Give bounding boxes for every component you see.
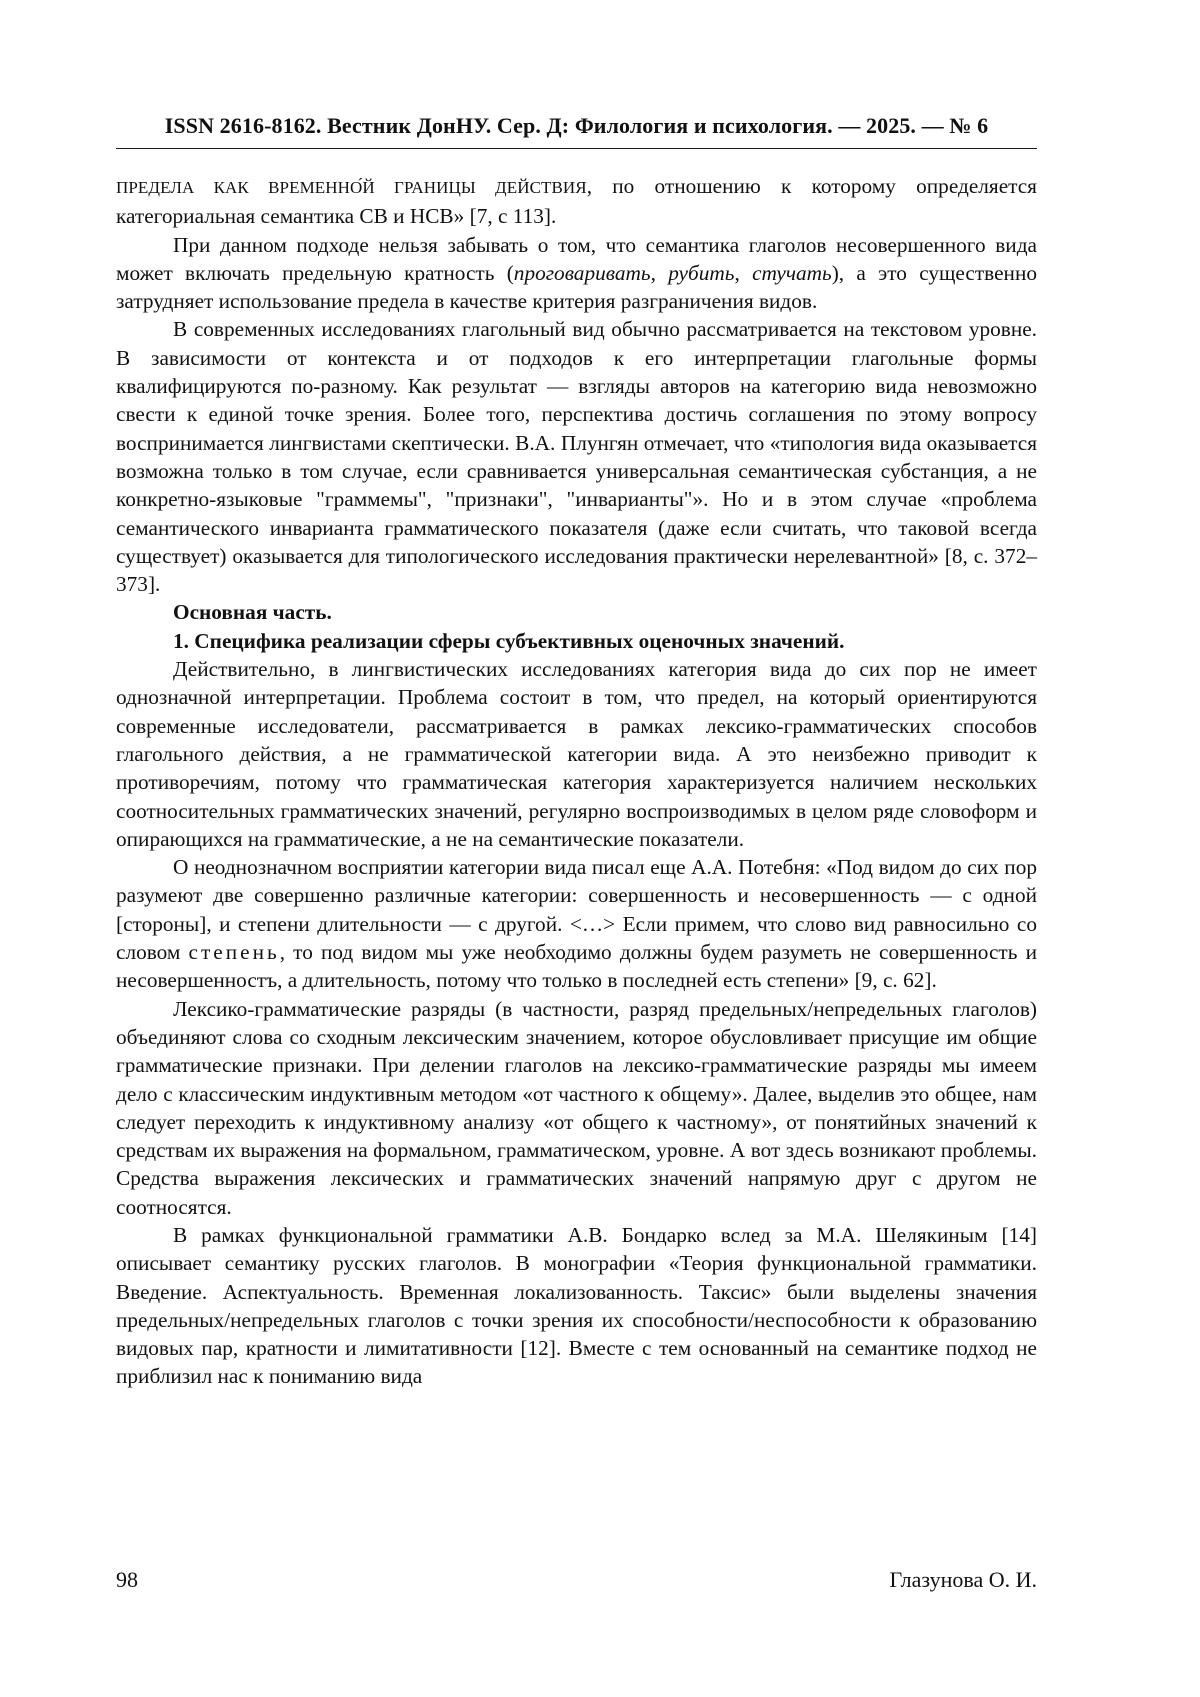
example-verb: проговаривать: [513, 260, 651, 285]
example-verb: рубить: [668, 260, 735, 285]
author-name: Глазунова О. И.: [889, 1567, 1037, 1592]
paragraph-1: ПРЕДЕЛА КАК ВРЕМЕННО́Й ГРАНИЦЫ ДЕЙСТВИЯ, по отношению к которому определяется категориальная семантика СВ и НСВ» [7, с 113].: [116, 174, 1037, 229]
running-title: ISSN 2616-8162. Вестник ДонНУ. Сер. Д: Филология и психология. — 2025. — № 6: [164, 113, 989, 138]
heading-main-part: Основная часть.: [173, 600, 332, 625]
small-caps-term: ПРЕДЕЛА КАК ВРЕМЕННО́Й ГРАНИЦЫ ДЕЙСТВИЯ: [116, 178, 587, 197]
example-verb: стучать: [752, 260, 832, 285]
paragraph-4: Действительно, в лингвистических исследованиях категория вида до сих пор не имеет однозначной интерпретации. Проблема состоит в том, что предел, на который ориентируются современные исследователи, рассматривается в рамках лексико-грамматических способов глагольного действия, а не грамматической категории вида. А это неизбежно приводит к противоречиям, потому что грамматическая категория характеризуется наличием нескольких соотносительных грамматических значений, регулярно воспроизводимых в целом ряде словоформ и опирающихся на грамматические, а не на семантические показатели.: [116, 657, 1037, 851]
heading-section-1: 1. Специфика реализации сферы субъективных оценочных значений.: [173, 628, 845, 653]
paragraph-3: В современных исследованиях глагольный вид обычно рассматривается на текстовом уровне. В зависимости от контекста и от подходов к его интерпретации глагольные формы квалифицируются по-разному. Как результат — взгляды авторов на категорию вида невозможно свести к единой точке зрения. Более того, перспектива достичь соглашения по этому вопросу воспринимается лингвистами скептически. В.А. Плунгян отмечает, что «типология вида оказывается возможна только в том случае, если сравнивается универсальная семантическая субстанция, а не конкретно-языковые "граммемы", "признаки", "инварианты"». Но и в этом случае «проблема семантического инварианта грамматического показателя (даже если считать, что таковой всегда существует) оказывается для типологического исследования практически нерелевантной» [8, с. 372–373].: [116, 317, 1037, 597]
page-number: 98: [116, 1567, 138, 1592]
article-body: [116, 172, 1037, 1391]
paragraph-6: Лексико-грамматические разряды (в частности, разряд предельных/непредельных глаголов) объединяют слова со сходным лексическим значением, которое обусловливает присущие им общие грамматические признаки. При делении глаголов на лексико-грамматические разряды мы имеем дело с классическим индуктивным методом «от частного к общему». Далее, выделив это общее, нам следует переходить к индуктивному анализу «от общего к частному», от понятийных значений к средствам их выражения на формальном, грамматическом, уровне. А вот здесь возникают проблемы. Средства выражения лексических и грамматических значений напрямую друг с другом не соотносятся.: [116, 996, 1037, 1219]
paragraph-2: При данном подходе нельзя забывать о том, что семантика глаголов несовершенного вида может включать предельную кратность (проговаривать, рубить, стучать), а это существенно затрудняет использование предела в качестве критерия разграничения видов.: [116, 232, 1037, 314]
page-footer: [116, 1565, 1037, 1595]
spaced-word: степень: [188, 940, 280, 965]
running-header: [116, 112, 1037, 149]
paragraph-7: В рамках функциональной грамматики А.В. Бондарко вслед за М.А. Шелякиным [14] описывает семантику русских глаголов. В монографии «Теория функциональной грамматики. Введение. Аспектуальность. Временная локализованность. Таксис» были выделены значения предельных/непредельных глаголов с точки зрения их способности/неспособности к образованию видовых пар, кратности и лимитативности [12]. Вместе с тем основанный на семантике подход не приблизил нас к пониманию вида: [116, 1222, 1037, 1389]
paragraph-5: О неоднозначном восприятии категории вида писал еще А.А. Потебня: «Под видом до сих пор разумеют две совершенно различные категории: совершенность и несовершенность — с одной [стороны], и степени длительности — с другой. <…> Если примем, что слово вид равносильно со словом степень, то под видом мы уже необходимо должны будем разуметь не совершенность и несовершенностъ, а длительность, потому что только в последней есть степени» [9, с. 62].: [116, 855, 1037, 993]
